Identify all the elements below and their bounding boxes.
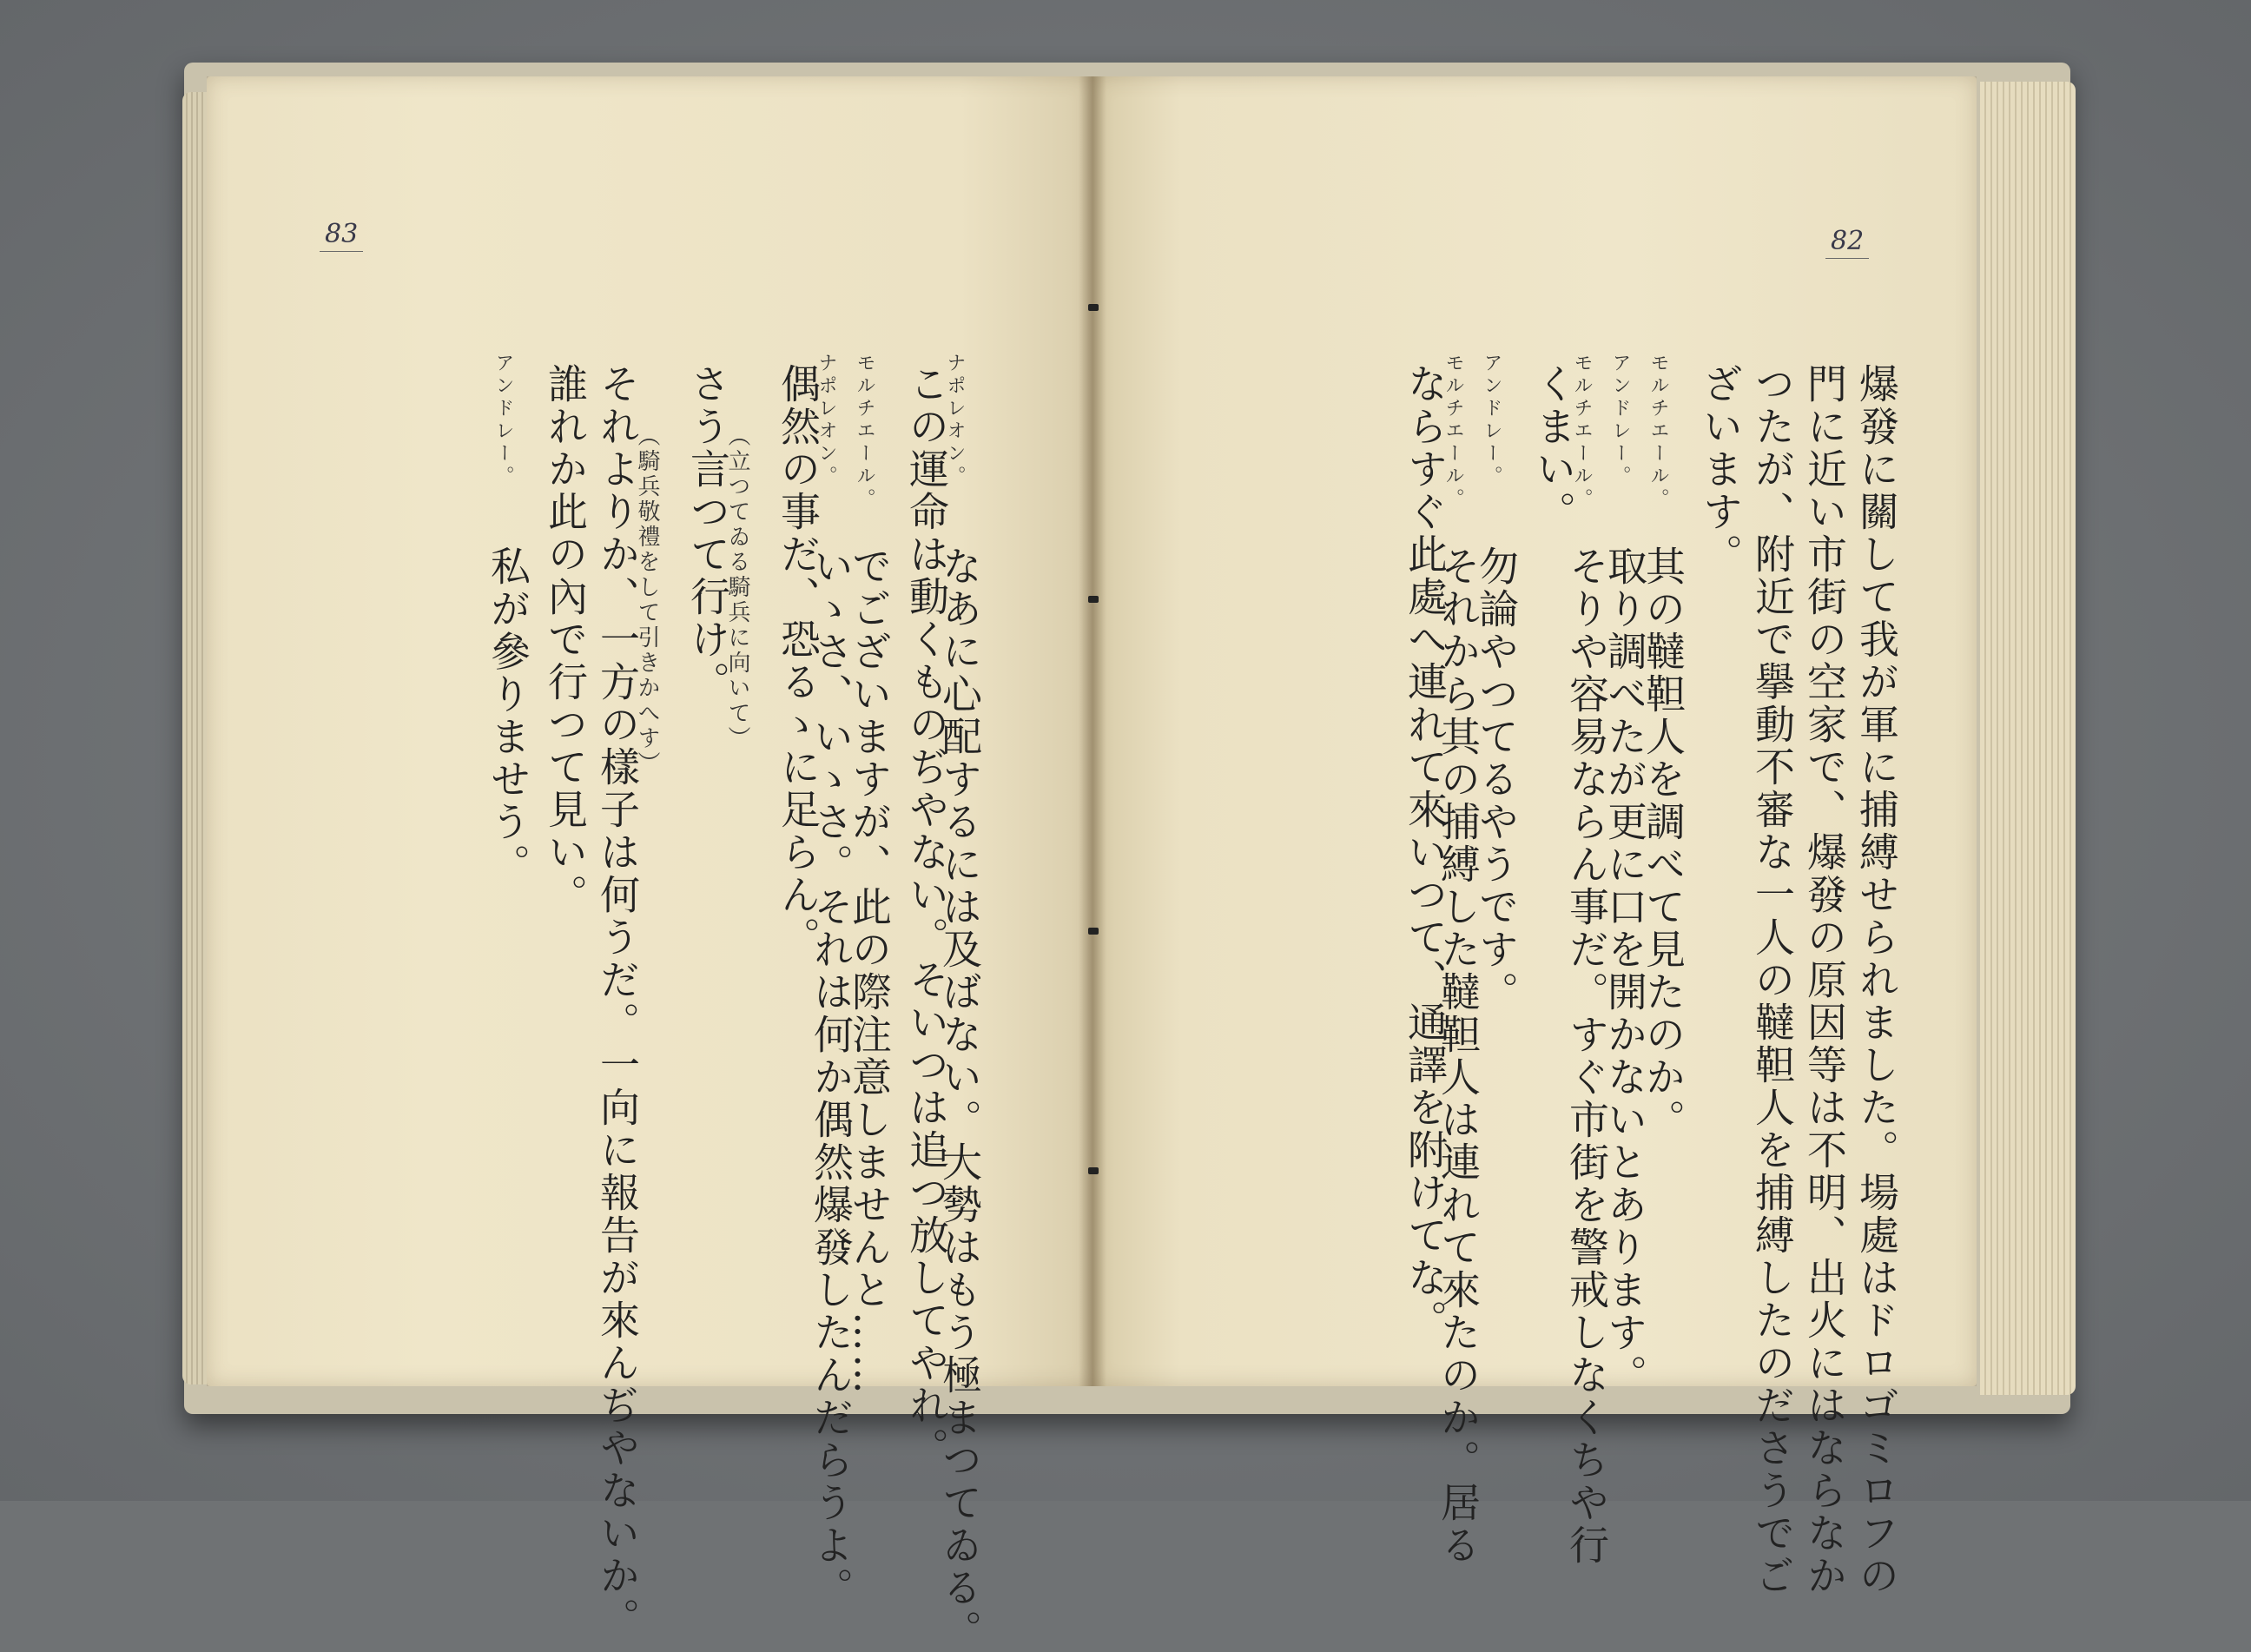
right-page-body-column: つたが、附近で擧動不審な一人の韃靼人を捕縛したのださうでご [1749, 363, 1796, 1597]
left-page-body-column: さう言つて行け。 [684, 363, 731, 704]
right-page-body-column: ざいます。 [1697, 363, 1744, 576]
right-page-body-column: くまい。 [1530, 363, 1577, 533]
left-page-number: 83 [320, 219, 363, 252]
left-page-body-column: 誰れか此の內で行つて見い。 [542, 363, 589, 916]
left-page-speaker-column: モルチエール。 [854, 353, 875, 511]
left-page-body-column: 私が參りませう。 [485, 545, 531, 886]
binding-stitch [1088, 928, 1099, 935]
left-page-body-column: いゝさ、いゝさ。それは何か偶然爆發したんだらうよ。 [808, 545, 855, 1609]
right-page-body-column: 門に近い市街の空家で、爆發の原因等は不明、出火にはならなか [1801, 363, 1848, 1597]
open-book [182, 63, 2076, 1652]
right-page-speaker-column: アンドレー。 [1609, 353, 1631, 488]
right-page-body-column: それから其の捕縛した韃靼人は連れて來たのか。居る [1435, 545, 1482, 1567]
left-page-speaker-column: アンドレー。 [492, 353, 514, 488]
right-page [1092, 76, 1977, 1597]
binding-stitch [1088, 1167, 1099, 1174]
right-page-speaker-column: モルチエール。 [1647, 353, 1669, 511]
left-page-body-column: この運命は動くものぢやない。そいつは追つ放してやれ。 [903, 363, 950, 1470]
right-page-speaker-column: モルチエール。 [1571, 353, 1593, 511]
right-page-body-column: 勿論やつてるやうです。 [1473, 545, 1520, 1014]
left-page-body-column: それよりか、一方の樣子は何うだ。一向に報告が來んぢやないか。 [594, 363, 641, 1640]
left-page-stack [182, 92, 208, 1384]
left-page-body-column: 偶然の事だ、恐るゝに足らん。 [775, 363, 822, 959]
left-page-body-column: でございますが、此の際注意しませんと…… [846, 545, 893, 1397]
right-page-stack [1980, 82, 2076, 1395]
left-page-body-column: なあに心配するには及ばない。大勢はもう極まつてゐる。 [936, 545, 983, 1652]
right-page-body-column: 爆發に關して我が軍に捕縛せられました。場處はドロゴミロフの [1853, 363, 1900, 1597]
right-page-body-column: 取り調べたが更に口を開かないとあります。 [1601, 545, 1648, 1397]
left-page-speaker-column: ナポレオン。 [815, 353, 837, 488]
left-page [207, 76, 1092, 1652]
binding-stitch [1088, 304, 1099, 311]
left-page-direction-column: （立つてゐる騎兵に向いて） [724, 424, 750, 751]
book-gutter [1079, 76, 1106, 1386]
right-page-body-column: そりや容易ならん事だ。すぐ市街を警戒しなくちや行 [1563, 545, 1610, 1567]
right-page-number: 82 [1825, 226, 1869, 259]
left-page-direction-column: （騎兵敬禮をして引きかへす） [634, 424, 660, 776]
right-page-speaker-column: アンドレー。 [1481, 353, 1502, 488]
binding-stitch [1088, 596, 1099, 603]
right-page-body-column: ならすぐ此處へ連れて來いつて、通譯を附けてな。 [1402, 363, 1449, 1342]
right-page-body-column: 其の韃靼人を調べて見たのか。 [1640, 545, 1687, 1141]
left-page-speaker-column: ナポレオン。 [944, 353, 966, 488]
right-page-speaker-column: モルチエール。 [1442, 353, 1464, 511]
